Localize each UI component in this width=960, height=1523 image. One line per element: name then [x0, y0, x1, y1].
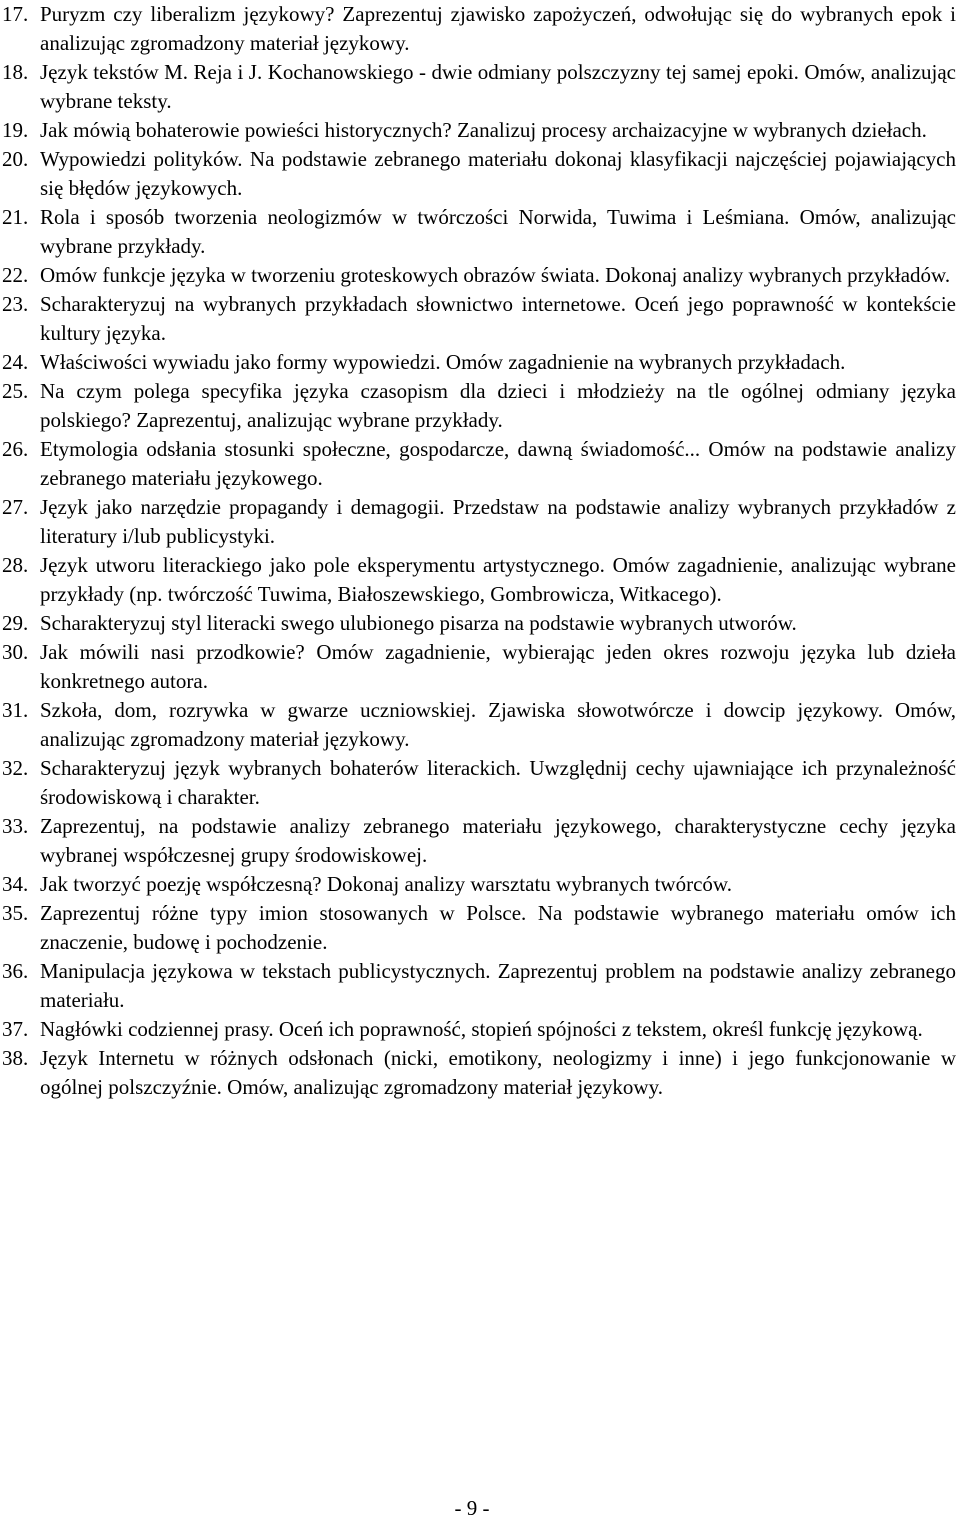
topic-item: [2, 1015, 956, 1044]
topic-item: [2, 261, 956, 290]
topic-text: Na czym polega specyfika języka czasopism dla dzieci i młodzieży na tle ogólnej odmiany języka polskiego? Zaprezentuj, analizując wybrane przykłady.: [40, 379, 956, 432]
topic-text: Manipulacja językowa w tekstach publicystycznych. Zaprezentuj problem na podstawie analizy zebranego materiału.: [40, 959, 956, 1012]
topic-item: [2, 754, 956, 812]
topic-number: 33.: [2, 814, 29, 838]
topic-text: Rola i sposób tworzenia neologizmów w twórczości Norwida, Tuwima i Leśmiana. Omów, analizując wybrane przykłady.: [40, 205, 956, 258]
topic-number: 21.: [2, 205, 29, 229]
topic-number: 22.: [2, 263, 29, 287]
topic-number: 29.: [2, 611, 29, 635]
topic-item: [2, 116, 956, 145]
topic-text: Język utworu literackiego jako pole eksperymentu artystycznego. Omów zagadnienie, analizując wybrane przykłady (np. twórczość Tuwima, Białoszewskiego, Gombrowicza, Witkacego).: [40, 553, 956, 606]
topic-item: [2, 377, 956, 435]
topic-number: 18.: [2, 60, 29, 84]
topic-text: Etymologia odsłania stosunki społeczne, gospodarcze, dawną świadomość... Omów na podstawie analizy zebranego materiału językowego.: [40, 437, 956, 490]
topic-item: [2, 957, 956, 1015]
topic-item: [2, 696, 956, 754]
topic-number: 32.: [2, 756, 29, 780]
topic-number: 27.: [2, 495, 29, 519]
topic-item: [2, 551, 956, 609]
topic-item: [2, 493, 956, 551]
topic-number: 20.: [2, 147, 29, 171]
topic-number: 26.: [2, 437, 29, 461]
topic-text: Język jako narzędzie propagandy i demagogii. Przedstaw na podstawie analizy wybranych przykładów z literatury i/lub publicystyki.: [40, 495, 956, 548]
topic-number: 37.: [2, 1017, 29, 1041]
page-number: - 9 -: [454, 1496, 490, 1520]
topic-number: 36.: [2, 959, 29, 983]
topic-item: [2, 1044, 956, 1102]
topic-number: 35.: [2, 901, 29, 925]
topic-item: [2, 348, 956, 377]
topic-text: Jak tworzyć poezję współczesną? Dokonaj analizy warsztatu wybranych twórców.: [40, 872, 732, 896]
topic-number: 25.: [2, 379, 29, 403]
topic-item: [2, 812, 956, 870]
topic-item: [2, 145, 956, 203]
topic-text: Puryzm czy liberalizm językowy? Zaprezentuj zjawisko zapożyczeń, odwołując się do wybranych epok i analizując zgromadzony materiał językowy.: [40, 2, 956, 55]
topic-number: 24.: [2, 350, 29, 374]
topic-text: Scharakteryzuj na wybranych przykładach słownictwo internetowe. Oceń jego poprawność w kontekście kultury języka.: [40, 292, 956, 345]
topic-item: [2, 609, 956, 638]
topic-item: [2, 203, 956, 261]
topic-text: Scharakteryzuj styl literacki swego ulubionego pisarza na podstawie wybranych utworów.: [40, 611, 797, 635]
topic-text: Szkoła, dom, rozrywka w gwarze uczniowskiej. Zjawiska słowotwórcze i dowcip językowy. Omów, analizując zgromadzony materiał językowy.: [40, 698, 956, 751]
topic-text: Właściwości wywiadu jako formy wypowiedzi. Omów zagadnienie na wybranych przykładach.: [40, 350, 846, 374]
topic-text: Zaprezentuj, na podstawie analizy zebranego materiału językowego, charakterystyczne cechy języka wybranej współczesnej grupy środowiskowej.: [40, 814, 956, 867]
topic-number: 34.: [2, 872, 29, 896]
topic-text: Omów funkcje języka w tworzeniu groteskowych obrazów świata. Dokonaj analizy wybranych przykładów.: [40, 263, 951, 287]
topic-text: Jak mówią bohaterowie powieści historycznych? Zanalizuj procesy archaizacyjne w wybranych dziełach.: [40, 118, 927, 142]
topic-item: [2, 290, 956, 348]
topic-item: [2, 899, 956, 957]
topic-text: Język Internetu w różnych odsłonach (nicki, emotikony, neologizmy i inne) i jego funkcjonowanie w ogólnej polszczyźnie. Omów, analizując zgromadzony materiał językowy.: [40, 1046, 956, 1099]
topic-item: [2, 0, 956, 58]
topic-text: Zaprezentuj różne typy imion stosowanych w Polsce. Na podstawie wybranego materiału omów ich znaczenie, budowę i pochodzenie.: [40, 901, 956, 954]
topic-text: Scharakteryzuj język wybranych bohaterów literackich. Uwzględnij cechy ujawniające ich przynależność środowiskową i charakter.: [40, 756, 956, 809]
topic-number: 19.: [2, 118, 29, 142]
topic-item: [2, 435, 956, 493]
topic-number: 30.: [2, 640, 29, 664]
topic-text: Jak mówili nasi przodkowie? Omów zagadnienie, wybierając jeden okres rozwoju języka lub dzieła konkretnego autora.: [40, 640, 956, 693]
topic-number: 17.: [2, 2, 29, 26]
topic-item: [2, 638, 956, 696]
topic-number: 31.: [2, 698, 29, 722]
topic-text: Wypowiedzi polityków. Na podstawie zebranego materiału dokonaj klasyfikacji najczęściej pojawiających się błędów językowych.: [40, 147, 956, 200]
topic-number: 23.: [2, 292, 29, 316]
topic-item: [2, 870, 956, 899]
topic-number: 38.: [2, 1046, 29, 1070]
topic-number: 28.: [2, 553, 29, 577]
topic-item: [2, 58, 956, 116]
topic-text: Nagłówki codziennej prasy. Oceń ich poprawność, stopień spójności z tekstem, określ funkcję językową.: [40, 1017, 923, 1041]
topic-list: [2, 0, 956, 1102]
topic-text: Język tekstów M. Reja i J. Kochanowskiego - dwie odmiany polszczyzny tej samej epoki. Omów, analizując wybrane teksty.: [40, 60, 956, 113]
